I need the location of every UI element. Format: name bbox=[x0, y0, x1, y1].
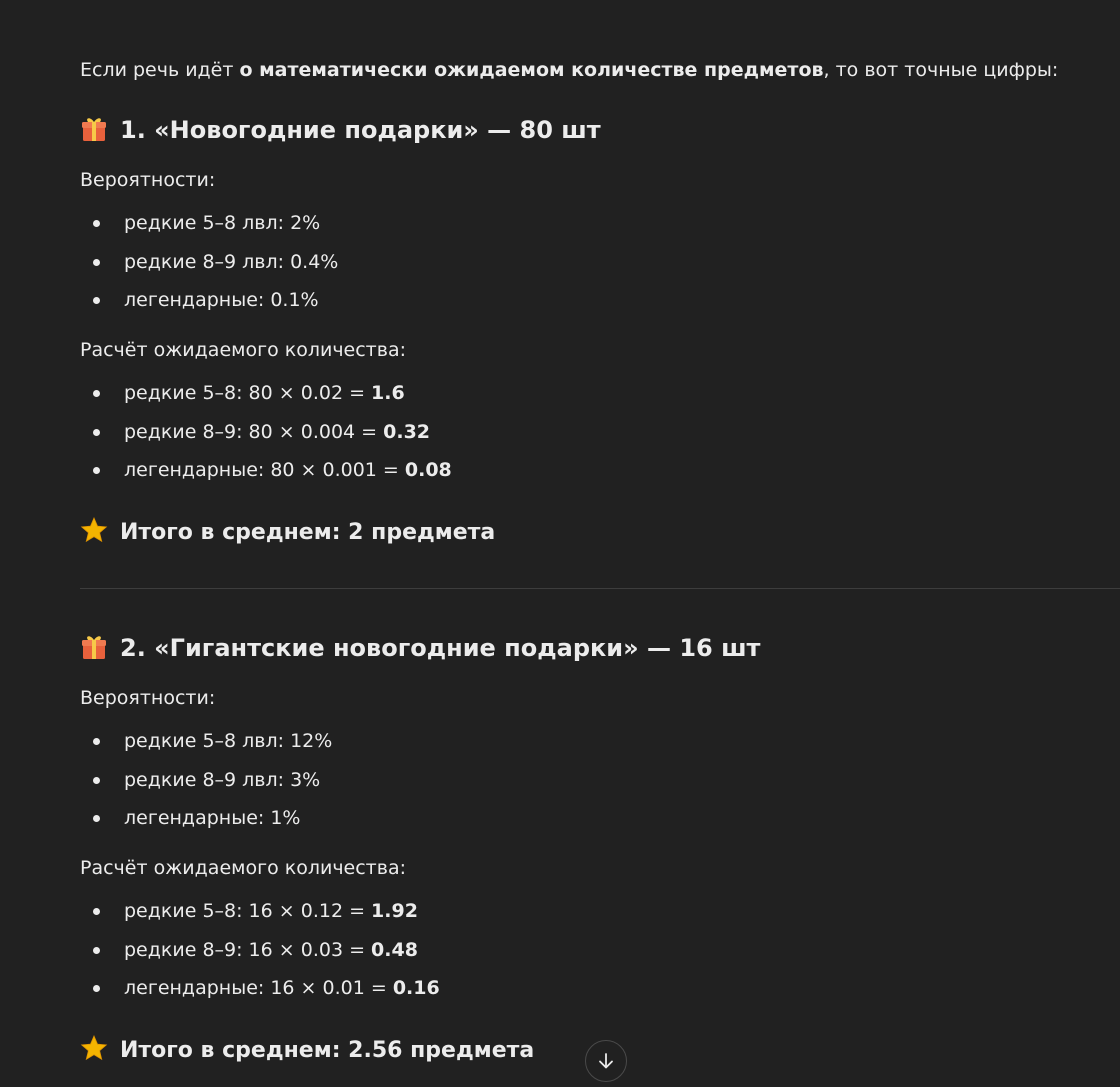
intro-text-bold: о математически ожидаемом количестве предметов bbox=[239, 59, 824, 81]
calc-result: 1.92 bbox=[371, 900, 418, 922]
star-icon bbox=[80, 516, 108, 544]
list-item: легендарные: 0.1% bbox=[124, 289, 319, 311]
intro-text bbox=[80, 57, 1058, 83]
calc-result: 0.32 bbox=[383, 421, 431, 443]
calc-expression: легендарные: 16 × 0.01 = bbox=[124, 977, 393, 999]
list-item: редкие 5–8 лвл: 12% bbox=[124, 730, 333, 752]
section-title: 1. «Новогодние подарки» — 80 шт bbox=[120, 116, 601, 144]
total-line bbox=[80, 1034, 534, 1066]
list-item: редкие 8–9 лвл: 3% bbox=[124, 769, 321, 791]
probabilities-label: Вероятности: bbox=[80, 169, 216, 191]
calc-expression: редкие 5–8: 16 × 0.12 = bbox=[124, 900, 372, 922]
arrow-down-icon bbox=[596, 1051, 616, 1071]
list-item bbox=[124, 457, 452, 483]
calc-expression: легендарные: 80 × 0.001 = bbox=[124, 459, 405, 481]
calculation-label: Расчёт ожидаемого количества: bbox=[80, 857, 406, 879]
section-divider bbox=[80, 588, 1120, 589]
calc-result: 1.6 bbox=[371, 382, 405, 404]
calc-expression: редкие 5–8: 80 × 0.02 = bbox=[124, 382, 372, 404]
list-item bbox=[124, 975, 440, 1001]
calc-result: 0.48 bbox=[371, 939, 418, 961]
section-title: 2. «Гигантские новогодние подарки» — 16 шт bbox=[120, 634, 761, 662]
gift-icon bbox=[80, 115, 108, 143]
intro-text-end: , то вот точные цифры: bbox=[823, 59, 1059, 81]
calc-expression: редкие 8–9: 16 × 0.03 = bbox=[124, 939, 372, 961]
list-item bbox=[124, 419, 430, 445]
list-item bbox=[124, 898, 418, 924]
list-item bbox=[124, 380, 405, 406]
scroll-to-bottom-button[interactable] bbox=[585, 1040, 627, 1082]
star-icon bbox=[80, 1034, 108, 1062]
section-heading bbox=[80, 632, 760, 664]
list-item: редкие 8–9 лвл: 0.4% bbox=[124, 251, 339, 273]
list-item: редкие 5–8 лвл: 2% bbox=[124, 212, 321, 234]
calc-result: 0.08 bbox=[404, 459, 452, 481]
list-item bbox=[124, 937, 418, 963]
total-text: Итого в среднем: 2.56 предмета bbox=[120, 1038, 535, 1063]
calc-expression: редкие 8–9: 80 × 0.004 = bbox=[124, 421, 384, 443]
section-heading bbox=[80, 114, 601, 146]
calculation-label: Расчёт ожидаемого количества: bbox=[80, 339, 406, 361]
gift-icon bbox=[80, 633, 108, 661]
calc-result: 0.16 bbox=[392, 977, 440, 999]
total-line bbox=[80, 516, 495, 548]
probabilities-label: Вероятности: bbox=[80, 687, 216, 709]
list-item: легендарные: 1% bbox=[124, 807, 301, 829]
total-text: Итого в среднем: 2 предмета bbox=[120, 520, 496, 545]
intro-text-start: Если речь идёт bbox=[80, 59, 240, 81]
